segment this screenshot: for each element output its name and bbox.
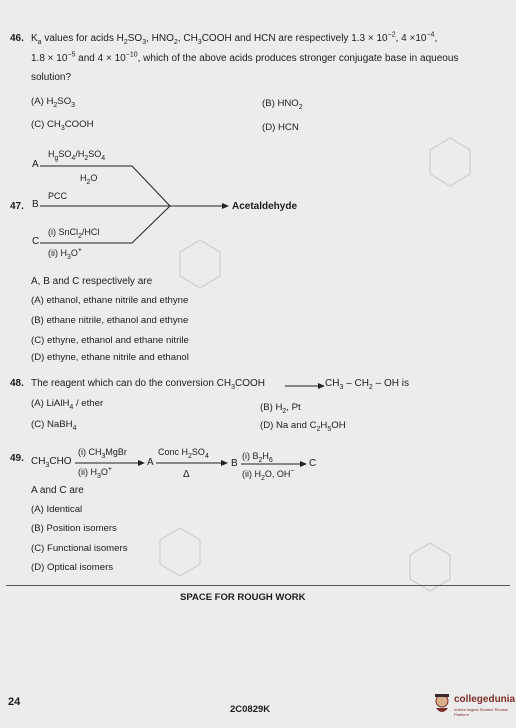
- q49-option-c[interactable]: (C) Functional isomers: [31, 543, 128, 554]
- q47-label-c: C: [32, 236, 40, 247]
- brand-tagline: India's largest Student Review Platform: [454, 707, 508, 717]
- q49-label-a: A: [147, 457, 154, 468]
- q47-reagent-c2: (ii) $H_3O^+$: [48, 247, 83, 261]
- collegedunia-logo: [432, 692, 516, 720]
- q47-option-b[interactable]: (B) ethane nitrile, ethanol and ethyne: [31, 315, 189, 326]
- q49-step1-reagent-i: (i) $CH_3MgBr$: [78, 447, 127, 460]
- q49-arrow-3: [241, 460, 307, 468]
- q47-option-c[interactable]: (C) ethyne, ethanol and ethane nitrile: [31, 335, 189, 346]
- q49-question: A and C are: [31, 485, 84, 496]
- q49-step1-reagent-ii: (ii) $H_3O^+$: [78, 466, 113, 480]
- q49-option-b[interactable]: (B) Position isomers: [31, 523, 117, 534]
- q49-option-a[interactable]: (A) Identical: [31, 504, 83, 515]
- q49-option-d[interactable]: (D) Optical isomers: [31, 562, 114, 573]
- q46-stem-line2: $1.8 \times 10^{-5}$ and $4 \times 10^{-10}$, which of the above acids produces stronger conjugate base in aqueous: [31, 51, 459, 64]
- q49-arrow-1: [75, 459, 145, 467]
- mascot-icon: [432, 692, 452, 716]
- q47-option-a[interactable]: (A) ethanol, ethane nitrile and ethyne: [31, 295, 189, 306]
- q48-product: $CH_3 - CH_2$ – OH is: [325, 378, 409, 391]
- q49-step2-reagent: Conc $H_2SO_4$: [158, 447, 209, 460]
- q49-step3-reagent-ii: (ii) $H_2O$, OH−: [242, 468, 295, 482]
- q49-label-c: C: [309, 458, 317, 469]
- q48-stem: The reagent which can do the conversion $CH_3COOH$: [31, 378, 266, 391]
- q48-option-c[interactable]: (C) NaBH$_4$: [31, 419, 77, 432]
- page-number: 24: [8, 696, 21, 708]
- q47-question: A, B and C respectively are: [31, 276, 153, 287]
- q49-heat-symbol: Δ: [183, 469, 190, 480]
- q47-reagent-a: $H_gSO_4/H_2SO_4$: [48, 149, 106, 162]
- q49-reactant: $CH_3CHO$: [31, 456, 72, 469]
- q49-step3-reagent-i: (i) $B_2H_6$: [242, 451, 273, 464]
- rough-work-divider: [6, 585, 510, 586]
- q48-option-d[interactable]: (D) Na and $C_2H_5OH$: [260, 420, 346, 433]
- q48-option-a[interactable]: (A) LiAlH$_4$ / ether: [31, 398, 104, 411]
- q47-reagent-a-water: $H_2O$: [80, 173, 98, 186]
- q46-stem-line1: $K_a$ values for acids $H_2SO_3$, $HNO_2$, $CH_3COOH$ and HCN are respectively $1.3 \times 10^{-2}$, $4 \times 10^{-4}$,: [31, 31, 438, 46]
- q48-arrow: [285, 382, 325, 390]
- q47-reagent-c1: (i) SnCl$_2$/HCl: [48, 227, 100, 240]
- q46-option-d[interactable]: (D) HCN: [262, 122, 299, 133]
- brand-name: collegedunia: [454, 694, 516, 705]
- q47-label-a: A: [32, 159, 39, 170]
- q47-label-b: B: [32, 199, 39, 210]
- q47-number: 47.: [10, 201, 24, 212]
- q46-option-b[interactable]: (B) $HNO_2$: [262, 98, 303, 111]
- q47-reagent-b: PCC: [48, 191, 68, 201]
- q46-stem-line3: solution?: [31, 72, 72, 83]
- q46-option-a[interactable]: (A) $H_2SO_3$: [31, 96, 76, 109]
- q48-number: 48.: [10, 378, 24, 389]
- q46-option-c[interactable]: (C) $CH_3COOH$: [31, 119, 94, 132]
- q48-option-b[interactable]: (B) $H_2$, Pt: [260, 402, 301, 415]
- q46-number: 46.: [10, 33, 24, 44]
- q47-option-d[interactable]: (D) ethyne, ethane nitrile and ethanol: [31, 352, 189, 363]
- booklet-code: 2C0829K: [230, 704, 271, 715]
- rough-work-heading: SPACE FOR ROUGH WORK: [180, 592, 306, 603]
- q49-label-b: B: [231, 458, 238, 469]
- q49-number: 49.: [10, 453, 24, 464]
- q47-product: Acetaldehyde: [232, 201, 298, 212]
- q49-arrow-2: [156, 459, 228, 467]
